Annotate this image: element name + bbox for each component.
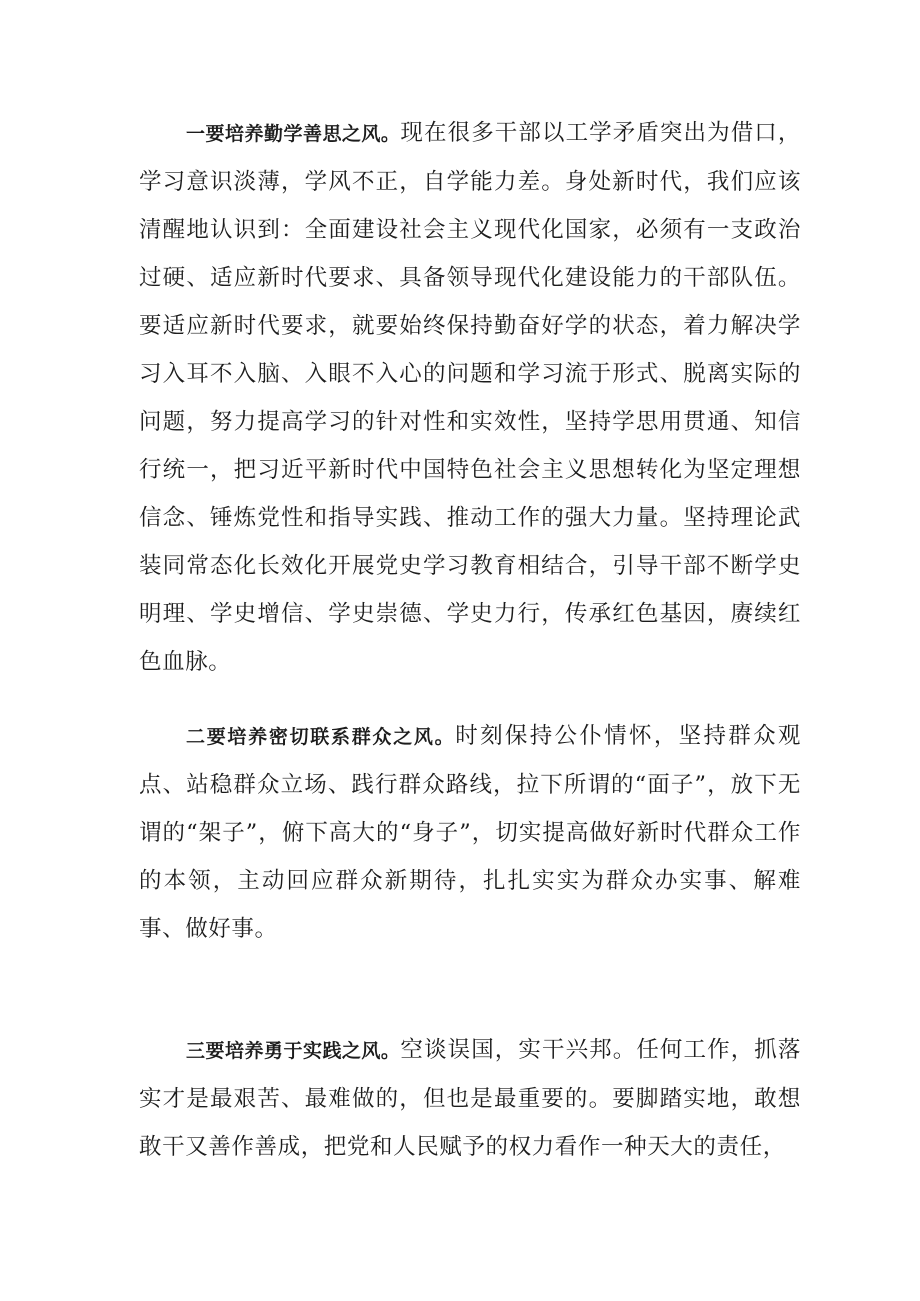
paragraph-2-body: 时刻保持公仆情怀，坚持群众观点、站稳群众立场、践行群众路线，拉下所谓的“面子”，放下无谓的“架子”，俯下高大的“身子”，切实提高做好新时代群众工作的本领，主动回应群众新期待，扎扎实实为群众办实事、解难事、做好事。 — [139, 723, 801, 942]
paragraph-3-body: 空谈误国，实干兴邦。任何工作，抓落实才是最艰苦、最难做的，但也是最重要的。要脚踏实地，敢想敢干又善作善成，把党和人民赋予的权力看作一种天大的责任， — [139, 1037, 801, 1160]
paragraph-1-body: 现在很多干部以工学矛盾突出为借口，学习意识淡薄，学风不正，自学能力差。身处新时代，我们应该清醒地认识到：全面建设社会主义现代化国家，必须有一支政治过硬、适应新时代要求、具备领导现代化建设能力的干部队伍。要适应新时代要求，就要始终保持勤奋好学的状态，着力解决学习入耳不入脑、入眼不入心的问题和学习流于形式、脱离实际的问题，努力提高学习的针对性和实效性，坚持学思用贯通、知信行统一，把习近平新时代中国特色社会主义思想转化为坚定理想信念、锤炼党性和指导实践、推动工作的强大力量。坚持理论武装同常态化长效化开展党史学习教育相结合，引导干部不断学史明理、学史增信、学史崇德、学史力行，传承红色基因，赓续红色血脉。 — [139, 120, 801, 675]
paragraph-1-heading: 一要培养勤学善思之风。 — [186, 123, 401, 145]
paragraph-2-heading: 二要培养密切联系群众之风。 — [186, 726, 456, 748]
paragraph-1 — [139, 109, 801, 686]
paragraph-3-heading: 三要培养勇于实践之风。 — [186, 1040, 401, 1062]
paragraph-3 — [139, 1026, 801, 1171]
paragraph-2 — [139, 712, 801, 953]
